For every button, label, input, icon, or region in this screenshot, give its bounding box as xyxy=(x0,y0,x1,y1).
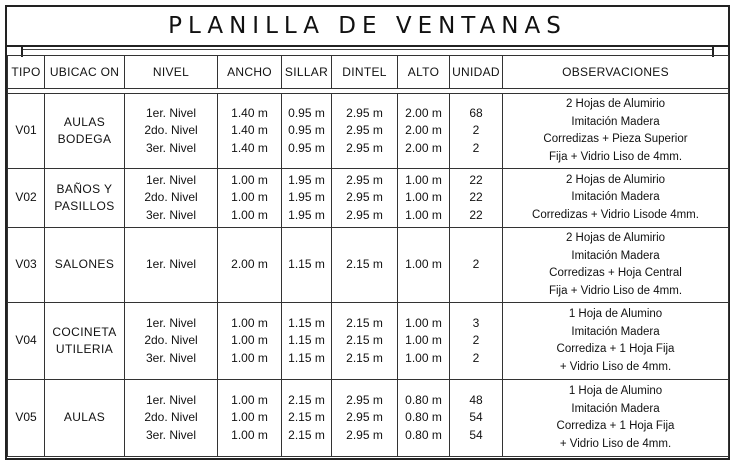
dintel-line: 2.95 m xyxy=(346,172,383,187)
cell-unidad xyxy=(450,303,503,380)
dintel-line: 2.95 m xyxy=(346,392,383,407)
cell-ancho xyxy=(218,169,282,228)
nivel-line: 1er. Nivel xyxy=(145,257,197,272)
nivel-line: 1er. Nivel xyxy=(145,105,197,120)
dintel-line: 2.95 m xyxy=(346,140,383,155)
cell-nivel xyxy=(125,94,218,169)
alto-line: 1.00 m xyxy=(405,257,442,272)
unidad-line: 2 xyxy=(472,333,480,348)
ancho-line: 1.40 m xyxy=(231,105,268,120)
cell-ubicacion xyxy=(45,94,125,169)
cell-observaciones xyxy=(503,303,729,380)
dintel-line: 2.95 m xyxy=(346,207,383,222)
nivel-line: 1er. Nivel xyxy=(145,172,197,187)
alto-line: 1.00 m xyxy=(405,333,442,348)
table-row-v03 xyxy=(8,228,729,303)
alto-line: 2.00 m xyxy=(405,123,442,138)
cell-sillar xyxy=(282,94,332,169)
observaciones-line: 1 Hoja de Alumino xyxy=(568,385,663,397)
cell-nivel xyxy=(125,303,218,380)
header-observaciones: OBSERVACIONES xyxy=(503,56,729,89)
header-nivel: NIVEL xyxy=(125,56,218,89)
cell-sillar xyxy=(282,303,332,380)
nivel-line: 2do. Nivel xyxy=(144,190,198,205)
ancho-line: 1.00 m xyxy=(231,190,268,205)
cell-ubicacion xyxy=(45,380,125,457)
observaciones-line: 1 Hoja de Alumino xyxy=(568,308,663,320)
sillar-line: 1.95 m xyxy=(288,190,325,205)
dintel-line: 2.95 m xyxy=(346,190,383,205)
table-row-v02 xyxy=(8,169,729,228)
table-row-v04 xyxy=(8,303,729,380)
unidad-line: 2 xyxy=(472,140,480,155)
dintel-line: 2.15 m xyxy=(346,257,383,272)
dintel-line: 2.15 m xyxy=(346,315,383,330)
dintel-line: 2.95 m xyxy=(346,123,383,138)
ancho-line: 1.00 m xyxy=(231,392,268,407)
header-ancho: ANCHO xyxy=(218,56,282,89)
alto-line: 2.00 m xyxy=(405,105,442,120)
ubicacion-line: UTILERIA xyxy=(55,342,114,356)
cell-nivel xyxy=(125,228,218,303)
observaciones-line: Imitación Madera xyxy=(571,191,660,204)
alto-line: 0.80 m xyxy=(405,427,442,442)
cell-ubicacion xyxy=(45,228,125,303)
cell-sillar xyxy=(282,228,332,303)
observaciones-line: Imitación Madera xyxy=(571,115,660,128)
sillar-line: 2.15 m xyxy=(288,427,325,442)
unidad-line: 2 xyxy=(472,350,480,365)
alto-line: 0.80 m xyxy=(405,410,442,425)
sillar-line: 1.15 m xyxy=(288,315,325,330)
observaciones-line: Imitación Madera xyxy=(571,249,660,262)
cell-alto xyxy=(398,94,450,169)
cell-alto xyxy=(398,380,450,457)
cell-nivel xyxy=(125,169,218,228)
ubicacion-line: AULAS xyxy=(63,410,106,425)
alto-line: 1.00 m xyxy=(405,350,442,365)
cell-ancho xyxy=(218,303,282,380)
cell-tipo: V03 xyxy=(8,228,45,303)
cell-tipo: V04 xyxy=(8,303,45,380)
header-alto: ALTO xyxy=(398,56,450,89)
nivel-line: 2do. Nivel xyxy=(144,333,198,348)
cell-sillar xyxy=(282,169,332,228)
alto-line: 2.00 m xyxy=(405,140,442,155)
sillar-line: 1.15 m xyxy=(288,350,325,365)
cell-dintel xyxy=(332,303,398,380)
table-row-v01 xyxy=(8,94,729,169)
cell-dintel xyxy=(332,380,398,457)
cell-unidad xyxy=(450,169,503,228)
ubicacion-line: AULAS xyxy=(63,114,106,129)
ubicacion-line: SALONES xyxy=(54,257,115,272)
ubicacion-line: BODEGA xyxy=(57,132,112,146)
sillar-line: 1.95 m xyxy=(288,207,325,222)
dintel-line: 2.15 m xyxy=(346,333,383,348)
unidad-line: 2 xyxy=(472,123,480,138)
window-schedule-table xyxy=(7,55,729,457)
observaciones-line: Imitación Madera xyxy=(571,402,660,415)
ubicacion-line: PASILLOS xyxy=(54,199,115,213)
alto-line: 0.80 m xyxy=(405,392,442,407)
cell-dintel xyxy=(332,228,398,303)
observaciones-line: + Vidrio Liso de 4mm. xyxy=(559,360,672,373)
page-title: PLANILLA DE VENTANAS xyxy=(168,13,567,39)
table-header xyxy=(8,56,729,89)
cell-tipo: V05 xyxy=(8,380,45,457)
ancho-line: 1.00 m xyxy=(231,172,268,187)
nivel-line: 3er. Nivel xyxy=(145,427,197,442)
cell-dintel xyxy=(332,94,398,169)
sillar-line: 1.15 m xyxy=(288,257,325,272)
cell-observaciones xyxy=(503,380,729,457)
cell-nivel xyxy=(125,380,218,457)
ancho-line: 1.00 m xyxy=(231,207,268,222)
cell-tipo: V02 xyxy=(8,169,45,228)
header-row xyxy=(8,56,729,89)
unidad-line: 22 xyxy=(469,190,483,205)
title-divider-inner xyxy=(21,49,714,50)
ancho-line: 2.00 m xyxy=(231,257,268,272)
header-unidad: UNIDAD xyxy=(450,56,503,89)
observaciones-line: Imitación Madera xyxy=(571,325,660,338)
cell-ancho xyxy=(218,94,282,169)
dintel-line: 2.15 m xyxy=(346,350,383,365)
cell-alto xyxy=(398,303,450,380)
cell-unidad xyxy=(450,380,503,457)
nivel-line: 3er. Nivel xyxy=(145,140,197,155)
alto-line: 1.00 m xyxy=(405,172,442,187)
cell-tipo: V01 xyxy=(8,94,45,169)
sillar-line: 0.95 m xyxy=(288,140,325,155)
header-dintel: DINTEL xyxy=(332,56,398,89)
alto-line: 1.00 m xyxy=(405,190,442,205)
observaciones-line: Corrediza + 1 Hoja Fija xyxy=(556,343,675,355)
header-sillar: SILLAR xyxy=(282,56,332,89)
cell-alto xyxy=(398,169,450,228)
observaciones-line: Fija + Vidrio Liso de 4mm. xyxy=(548,150,683,163)
dintel-line: 2.95 m xyxy=(346,410,383,425)
table-row-v05 xyxy=(8,380,729,457)
unidad-line: 68 xyxy=(469,105,483,120)
cell-ancho xyxy=(218,380,282,457)
sillar-line: 0.95 m xyxy=(288,105,325,120)
ancho-line: 1.40 m xyxy=(231,123,268,138)
unidad-line: 2 xyxy=(472,257,480,272)
observaciones-line: Corredizas + Pieza Superior xyxy=(543,133,688,145)
unidad-line: 54 xyxy=(469,410,483,425)
table-body xyxy=(8,89,729,457)
observaciones-line: 2 Hojas de Alumirio xyxy=(565,98,666,110)
observaciones-line: 2 Hojas de Alumirio xyxy=(565,232,666,244)
cell-ancho xyxy=(218,228,282,303)
ancho-line: 1.40 m xyxy=(231,140,268,155)
cell-observaciones xyxy=(503,169,729,228)
header-tipo: TIPO xyxy=(8,56,45,89)
dintel-line: 2.95 m xyxy=(346,427,383,442)
cell-observaciones xyxy=(503,94,729,169)
ancho-line: 1.00 m xyxy=(231,427,268,442)
ubicacion-line: COCINETA xyxy=(52,324,117,339)
observaciones-line: Corrediza + 1 Hoja Fija xyxy=(556,420,675,432)
observaciones-line: + Vidrio Liso de 4mm. xyxy=(559,437,672,450)
unidad-line: 54 xyxy=(469,427,483,442)
unidad-line: 3 xyxy=(472,315,480,330)
ancho-line: 1.00 m xyxy=(231,350,268,365)
sillar-line: 1.15 m xyxy=(288,333,325,348)
dintel-line: 2.95 m xyxy=(346,105,383,120)
title-band xyxy=(7,7,728,45)
cell-ubicacion xyxy=(45,169,125,228)
sillar-line: 2.15 m xyxy=(288,410,325,425)
nivel-line: 2do. Nivel xyxy=(144,410,198,425)
cell-alto xyxy=(398,228,450,303)
ancho-line: 1.00 m xyxy=(231,410,268,425)
sillar-line: 0.95 m xyxy=(288,123,325,138)
nivel-line: 3er. Nivel xyxy=(145,207,197,222)
cell-unidad xyxy=(450,94,503,169)
ubicacion-line: BAÑOS Y xyxy=(56,181,113,196)
cell-unidad xyxy=(450,228,503,303)
observaciones-line: Corredizas + Vidrio Lisode 4mm. xyxy=(532,208,699,221)
nivel-line: 3er. Nivel xyxy=(145,350,197,365)
unidad-line: 22 xyxy=(469,172,483,187)
nivel-line: 2do. Nivel xyxy=(144,123,198,138)
ancho-line: 1.00 m xyxy=(231,315,268,330)
title-divider xyxy=(7,45,728,47)
nivel-line: 1er. Nivel xyxy=(145,315,197,330)
unidad-line: 22 xyxy=(469,207,483,222)
observaciones-line: Corredizas + Hoja Central xyxy=(549,267,682,279)
unidad-line: 48 xyxy=(469,392,483,407)
nivel-line: 1er. Nivel xyxy=(145,392,197,407)
cell-sillar xyxy=(282,380,332,457)
alto-line: 1.00 m xyxy=(405,207,442,222)
ancho-line: 1.00 m xyxy=(231,333,268,348)
sillar-line: 1.95 m xyxy=(288,172,325,187)
observaciones-line: Fija + Vidrio Liso de 4mm. xyxy=(548,284,683,297)
window-schedule-sheet xyxy=(5,5,730,460)
alto-line: 1.00 m xyxy=(405,315,442,330)
cell-ubicacion xyxy=(45,303,125,380)
observaciones-line: 2 Hojas de Alumirio xyxy=(565,173,666,186)
cell-observaciones xyxy=(503,228,729,303)
cell-dintel xyxy=(332,169,398,228)
header-ubicacion: UBICAC ON xyxy=(45,56,125,89)
sillar-line: 2.15 m xyxy=(288,392,325,407)
